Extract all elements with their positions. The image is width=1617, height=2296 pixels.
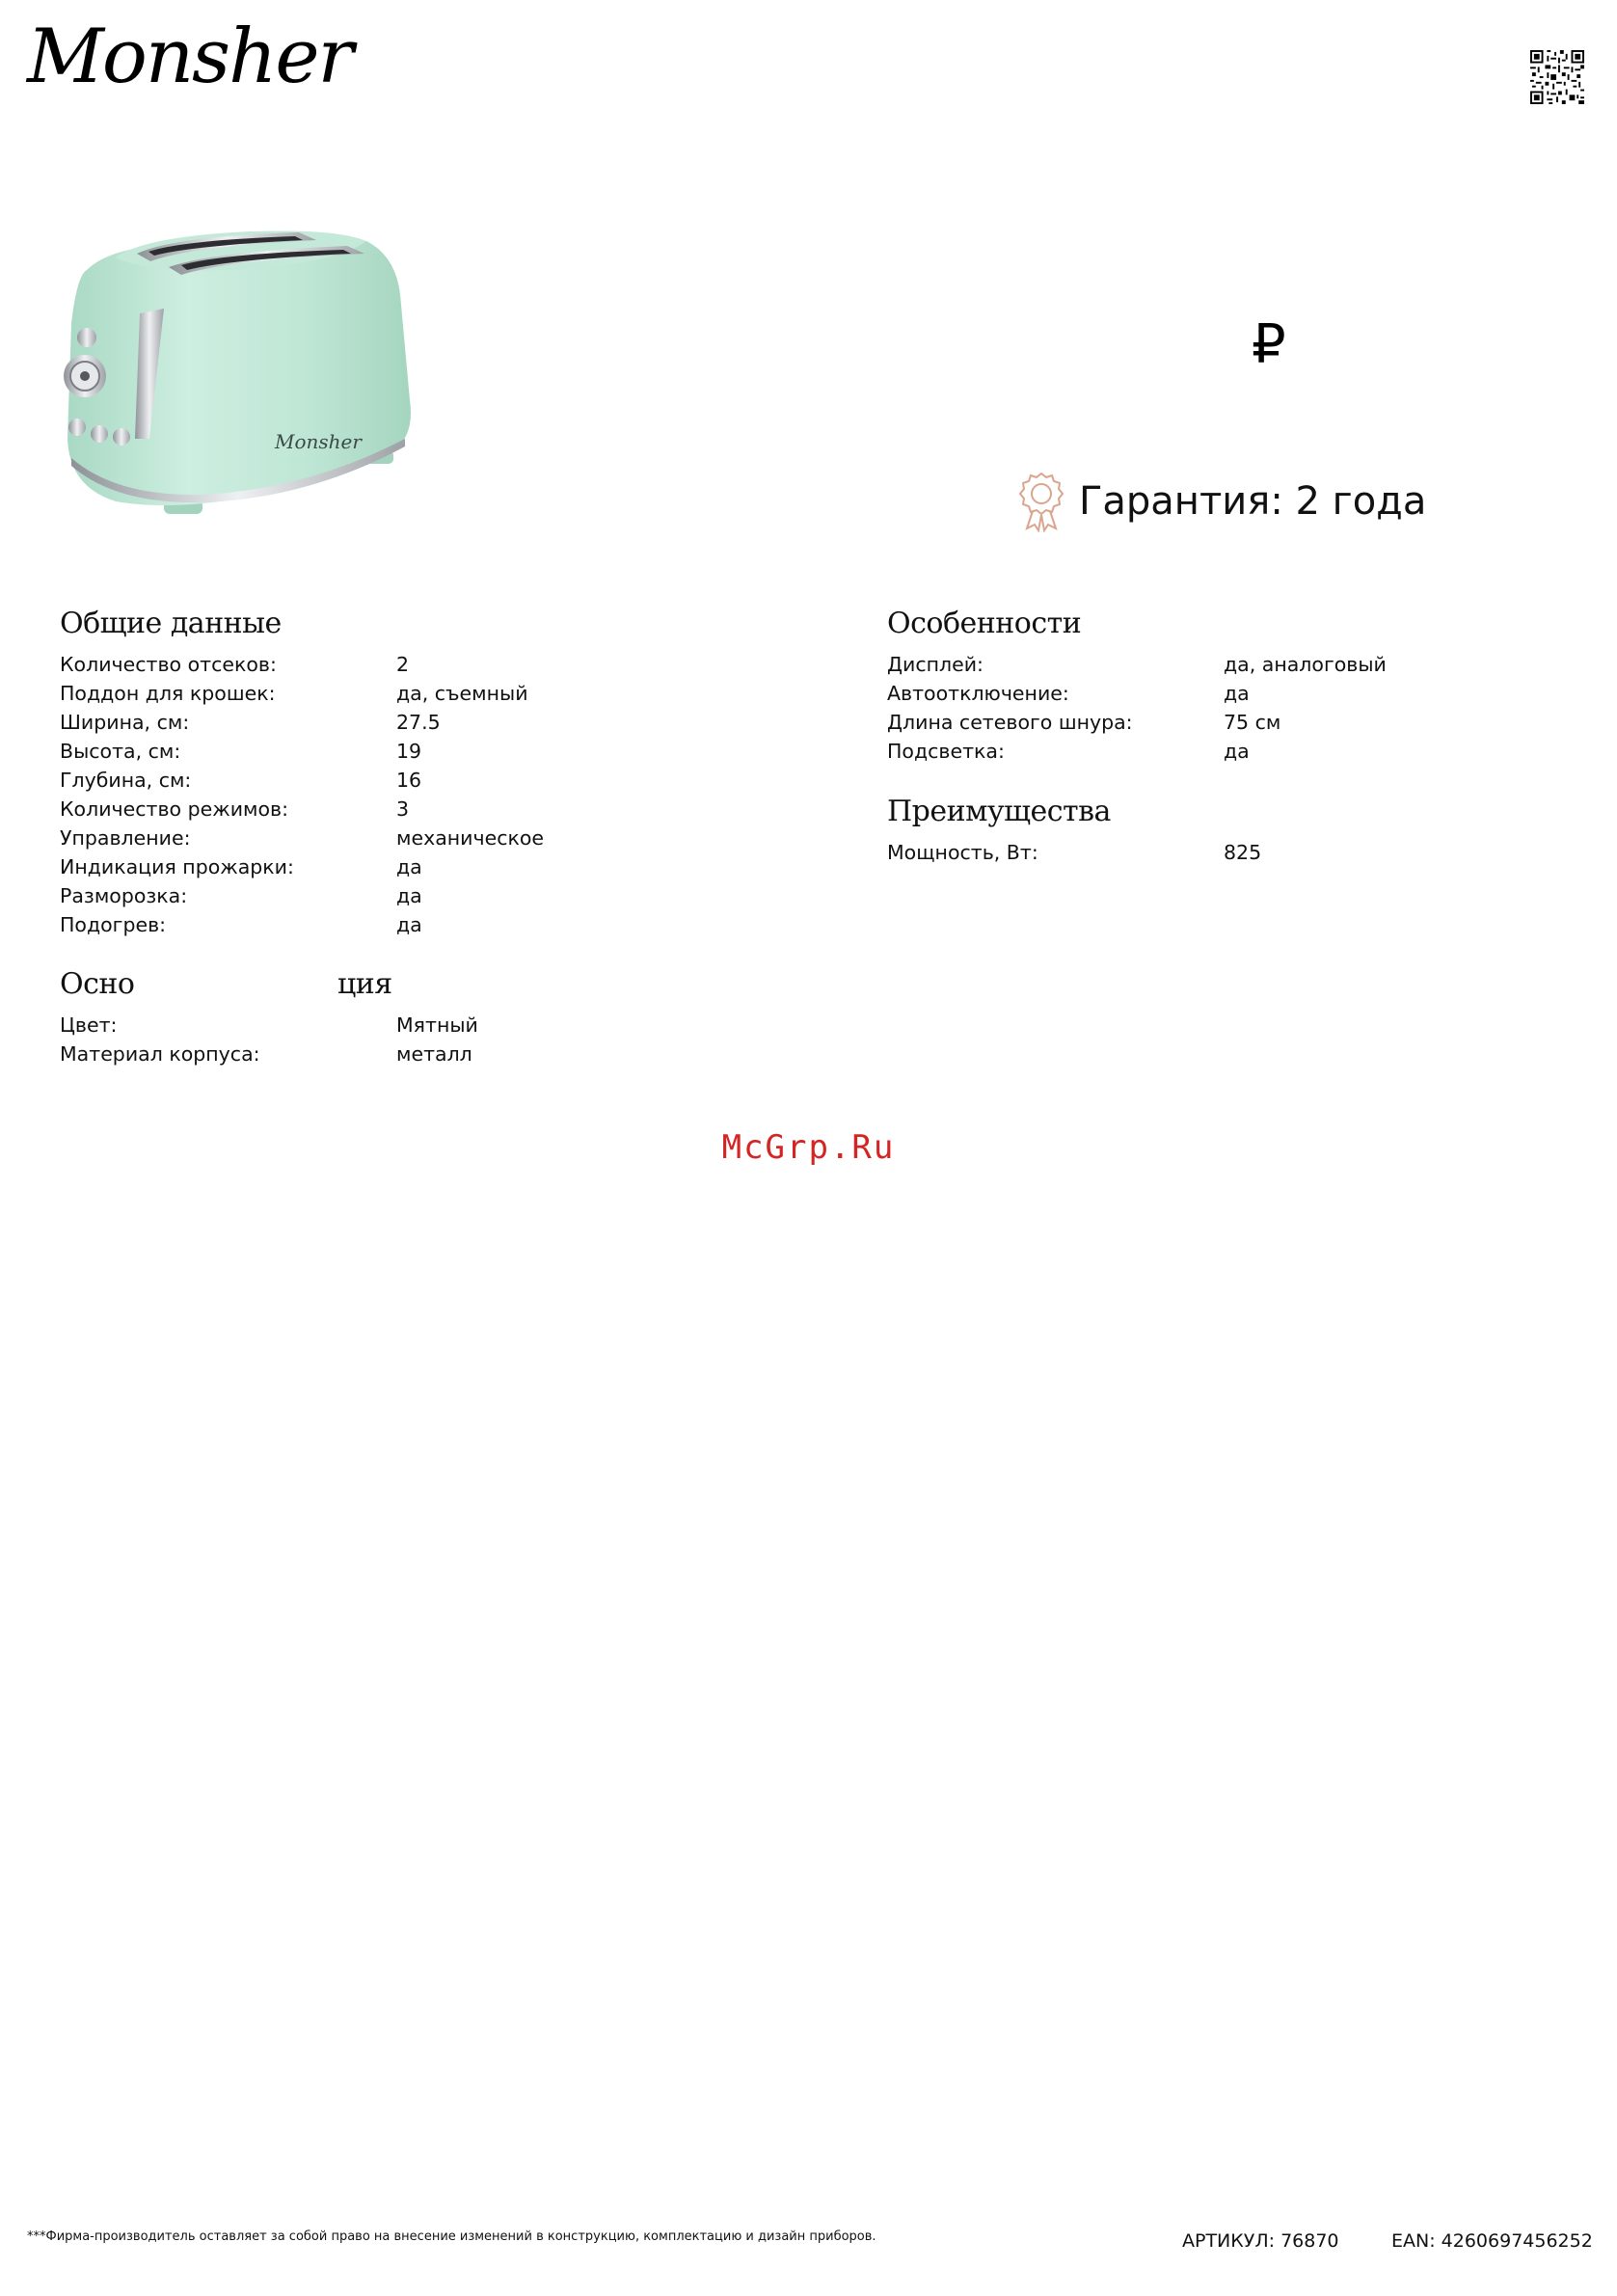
section-title-general: Общие данные: [60, 607, 282, 640]
spec-key: Материал корпуса:: [60, 1042, 260, 1066]
product-image: [58, 217, 424, 526]
spec-row: [60, 1040, 478, 1068]
spec-value: да, аналоговый: [1224, 653, 1387, 676]
spec-row: [60, 824, 544, 852]
ean-value: 4260697456252: [1441, 2230, 1593, 2252]
spec-value: 16: [396, 769, 422, 792]
watermark-text: McGrp.Ru: [721, 1128, 896, 1167]
brand-logo: Monsher: [27, 14, 352, 100]
spec-row: [60, 852, 544, 881]
spec-list-base: [60, 1011, 478, 1068]
spec-row: [60, 795, 544, 824]
section-title-features: Особенности: [887, 607, 1082, 640]
spec-value: 19: [396, 740, 422, 763]
spec-list-features: [887, 650, 1387, 766]
spec-key: Управление:: [60, 826, 191, 850]
spec-value: 825: [1224, 841, 1262, 864]
spec-row: [60, 737, 544, 766]
qr-code-icon: [1530, 50, 1584, 104]
spec-list-advantages: [887, 838, 1261, 867]
spec-key: Цвет:: [60, 1013, 118, 1037]
spec-value: да: [396, 884, 422, 907]
article-value: 76870: [1280, 2230, 1339, 2252]
footer-disclaimer: ***Фирма-производитель оставляет за собой право на внесение изменений в конструкцию, комплектацию и дизайн приборов.: [27, 2229, 876, 2244]
section-title-base-part1: Осно: [60, 967, 135, 1001]
section-title-advantages: Преимущества: [887, 795, 1111, 828]
award-rosette-icon: [1017, 471, 1065, 532]
spec-row: [60, 910, 544, 939]
spec-key: Длина сетевого шнура:: [887, 711, 1133, 734]
warranty-block: [1017, 471, 1426, 532]
price-currency: ₽: [1252, 313, 1286, 376]
spec-key: Глубина, см:: [60, 769, 192, 792]
spec-row: [60, 679, 544, 708]
section-title-base-part2: ция: [337, 967, 392, 1001]
spec-key: Количество режимов:: [60, 797, 289, 821]
spec-value: 75 см: [1224, 711, 1281, 734]
warranty-text: Гарантия: 2 года: [1079, 479, 1427, 524]
spec-list-general: [60, 650, 544, 939]
spec-value: 27.5: [396, 711, 441, 734]
spec-key: Поддон для крошек:: [60, 682, 276, 705]
spec-key: Автоотключение:: [887, 682, 1069, 705]
spec-row: [887, 838, 1261, 867]
spec-value: 3: [396, 797, 410, 821]
spec-value: да: [1224, 682, 1250, 705]
spec-key: Ширина, см:: [60, 711, 190, 734]
spec-row: [60, 708, 544, 737]
spec-key: Мощность, Вт:: [887, 841, 1038, 864]
spec-row: [887, 708, 1387, 737]
spec-row: [60, 650, 544, 679]
spec-value: 2: [396, 653, 410, 676]
spec-key: Подсветка:: [887, 740, 1005, 763]
footer-ean: [1391, 2230, 1593, 2252]
spec-key: Количество отсеков:: [60, 653, 277, 676]
svg-text:Monsher: Monsher: [275, 430, 362, 453]
spec-row: [887, 650, 1387, 679]
spec-row: [887, 679, 1387, 708]
spec-value: да, съемный: [396, 682, 528, 705]
spec-value: да: [1224, 740, 1250, 763]
article-label: АРТИКУЛ:: [1182, 2230, 1276, 2252]
spec-row: [60, 881, 544, 910]
spec-row: [60, 766, 544, 795]
spec-key: Дисплей:: [887, 653, 984, 676]
spec-value: да: [396, 855, 422, 878]
spec-key: Разморозка:: [60, 884, 188, 907]
spec-value: Мятный: [396, 1013, 478, 1037]
spec-value: механическое: [396, 826, 545, 850]
spec-key: Индикация прожарки:: [60, 855, 294, 878]
spec-row: [60, 1011, 478, 1040]
ean-label: EAN:: [1391, 2230, 1436, 2252]
footer-article: [1182, 2230, 1339, 2252]
spec-value: да: [396, 913, 422, 936]
spec-row: [887, 737, 1387, 766]
spec-value: металл: [396, 1042, 472, 1066]
spec-key: Подогрев:: [60, 913, 167, 936]
spec-key: Высота, см:: [60, 740, 181, 763]
